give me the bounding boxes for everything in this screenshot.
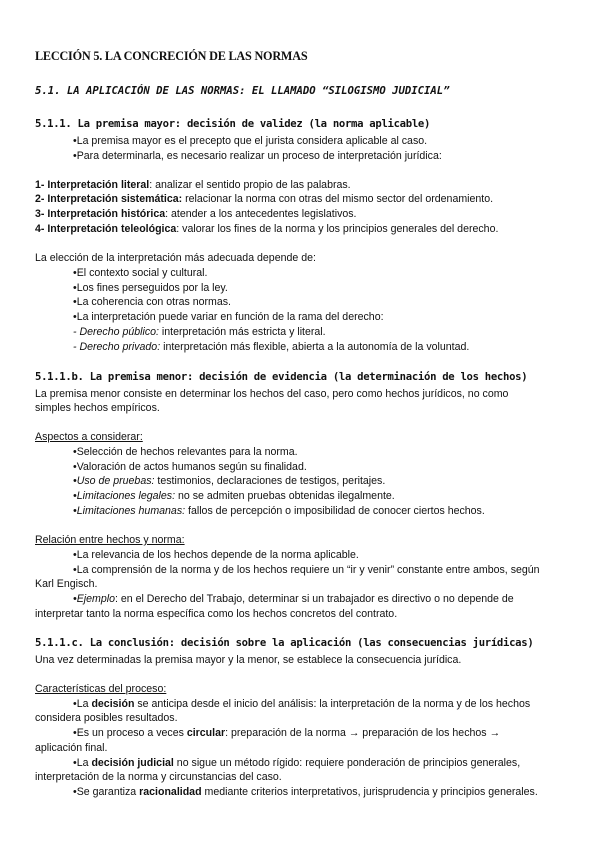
interpretation-item: 1- Interpretación literal: analizar el sentido propio de las palabras. [35, 179, 351, 191]
list-item-continuation: Karl Engisch. [35, 578, 98, 590]
list-item: - Derecho público: interpretación más estricta y literal. [73, 326, 326, 338]
lesson-title: LECCIÓN 5. LA CONCRECIÓN DE LAS NORMAS [35, 49, 308, 63]
heading-5-1-1: 5.1.1. La premisa mayor: decisión de validez (la norma aplicable) [35, 118, 431, 130]
list-item: •Ejemplo: en el Derecho del Trabajo, determinar si un trabajador es directivo o no depende de [73, 593, 514, 605]
paragraph: simples hechos empíricos. [35, 402, 160, 414]
list-item: •El contexto social y cultural. [73, 267, 208, 279]
list-item: - Derecho privado: interpretación más flexible, abierta a la autonomía de la voluntad. [73, 341, 470, 353]
list-item-continuation: aplicación final. [35, 742, 108, 754]
interpretation-item: 3- Interpretación histórica: atender a los antecedentes legislativos. [35, 208, 357, 220]
list-item: •La comprensión de la norma y de los hechos requiere un “ir y venir” constante entre ambos, según [73, 564, 540, 576]
list-item: •La decisión judicial no sigue un método rígido: requiere ponderación de principios generales, [73, 757, 521, 769]
list-item: •La relevancia de los hechos depende de la norma aplicable. [73, 549, 359, 561]
list-item: •La decisión se anticipa desde el inicio del análisis: la interpretación de la norma y de los hechos [73, 698, 531, 710]
list-item: •Se garantiza racionalidad mediante criterios interpretativos, jurisprudencia y principios generales. [73, 786, 538, 798]
subheading: Relación entre hechos y norma: [35, 534, 185, 546]
list-item: •Selección de hechos relevantes para la norma. [73, 446, 298, 458]
list-item: •Para determinarla, es necesario realizar un proceso de interpretación jurídica: [73, 150, 442, 162]
list-item-continuation: considera posibles resultados. [35, 712, 178, 724]
list-item: •La interpretación puede variar en función de la rama del derecho: [73, 311, 384, 323]
paragraph: La premisa menor consiste en determinar los hechos del caso, pero como hechos jurídicos, no como [35, 388, 509, 400]
list-item: •Uso de pruebas: testimonios, declaraciones de testigos, peritajes. [73, 475, 386, 487]
heading-5-1-1-c: 5.1.1.c. La conclusión: decisión sobre la aplicación (las consecuencias jurídicas) [35, 637, 534, 649]
section-heading-5-1: 5.1. LA APLICACIÓN DE LAS NORMAS: EL LLAMADO “SILOGISMO JUDICIAL” [35, 85, 450, 97]
interpretation-item: 4- Interpretación teleológica: valorar los fines de la norma y los principios generales del derecho. [35, 223, 499, 235]
list-item: •Limitaciones legales: no se admiten pruebas obtenidas ilegalmente. [73, 490, 395, 502]
list-item-continuation: interpretar tanto la norma específica como los hechos concretos del contrato. [35, 608, 398, 620]
list-item: •Los fines perseguidos por la ley. [73, 282, 228, 294]
subheading: Aspectos a considerar: [35, 431, 143, 443]
interpretation-item: 2- Interpretación sistemática: relacionar la norma con otras del mismo sector del ordenamiento. [35, 193, 494, 205]
subheading: Características del proceso: [35, 683, 167, 695]
paragraph: La elección de la interpretación más adecuada depende de: [35, 252, 316, 264]
list-item: •La premisa mayor es el precepto que el jurista considera aplicable al caso. [73, 135, 428, 147]
list-item: •Es un proceso a veces circular: preparación de la norma → preparación de los hechos → [73, 727, 501, 739]
paragraph: Una vez determinadas la premisa mayor y la menor, se establece la consecuencia jurídica. [35, 654, 462, 666]
list-item: •La coherencia con otras normas. [73, 296, 231, 308]
list-item: •Valoración de actos humanos según su finalidad. [73, 461, 307, 473]
list-item-continuation: interpretación de la norma y circunstancias del caso. [35, 771, 282, 783]
list-item: •Limitaciones humanas: fallos de percepción o imposibilidad de conocer ciertos hechos. [73, 505, 485, 517]
heading-5-1-1-b: 5.1.1.b. La premisa menor: decisión de evidencia (la determinación de los hechos) [35, 371, 528, 383]
